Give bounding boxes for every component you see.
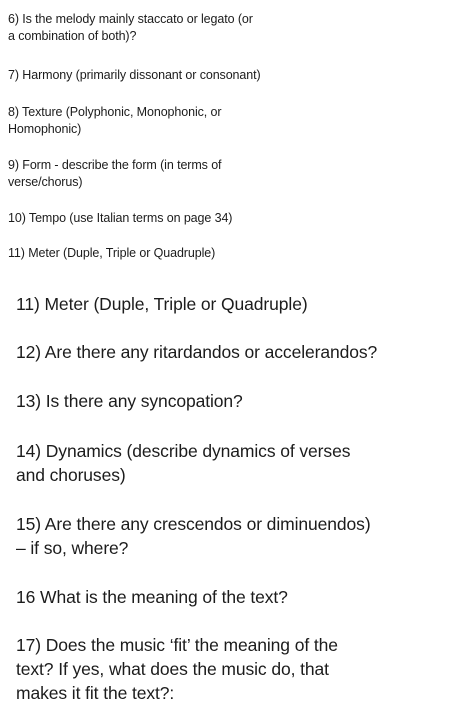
- question-8-line-2: Homophonic): [8, 122, 82, 136]
- question-17-line-2: text? If yes, what does the music do, that: [16, 659, 329, 679]
- question-16-line-1: 16 What is the meaning of the text?: [16, 587, 288, 607]
- question-17-line-3: makes it fit the text?:: [16, 683, 175, 703]
- question-10: [8, 210, 232, 227]
- question-15: [16, 512, 371, 560]
- question-14-line-2: and choruses): [16, 465, 126, 485]
- question-11-small: [8, 245, 215, 262]
- question-9-line-1: 9) Form - describe the form (in terms of: [8, 158, 222, 172]
- question-11-small-line-1: 11) Meter (Duple, Triple or Quadruple): [8, 246, 216, 260]
- question-14: [16, 439, 350, 487]
- question-14-line-1: 14) Dynamics (describe dynamics of verses: [16, 441, 351, 461]
- question-6-line-1: 6) Is the melody mainly staccato or legato (or: [8, 12, 253, 26]
- question-17: [16, 633, 338, 705]
- question-17-line-1: 17) Does the music ‘fit’ the meaning of the: [16, 635, 338, 655]
- question-8: [8, 104, 221, 138]
- question-6: [8, 11, 253, 45]
- question-13: [16, 389, 243, 413]
- question-9-line-2: verse/chorus): [8, 175, 83, 189]
- question-15-line-1: 15) Are there any crescendos or diminuendos): [16, 514, 371, 534]
- question-10-line-1: 10) Tempo (use Italian terms on page 34): [8, 211, 233, 225]
- question-7-line-1: 7) Harmony (primarily dissonant or consonant): [8, 68, 261, 82]
- question-7: [8, 67, 261, 84]
- question-12: [16, 340, 377, 364]
- question-12-line-1: 12) Are there any ritardandos or accelerandos?: [16, 342, 378, 362]
- question-6-line-2: a combination of both)?: [8, 29, 137, 43]
- question-13-line-1: 13) Is there any syncopation?: [16, 391, 243, 411]
- question-11: [16, 292, 308, 316]
- question-9: [8, 157, 221, 191]
- question-15-line-2: – if so, where?: [16, 538, 129, 558]
- question-16: [16, 585, 288, 609]
- question-11-line-1: 11) Meter (Duple, Triple or Quadruple): [16, 294, 308, 314]
- question-8-line-1: 8) Texture (Polyphonic, Monophonic, or: [8, 105, 222, 119]
